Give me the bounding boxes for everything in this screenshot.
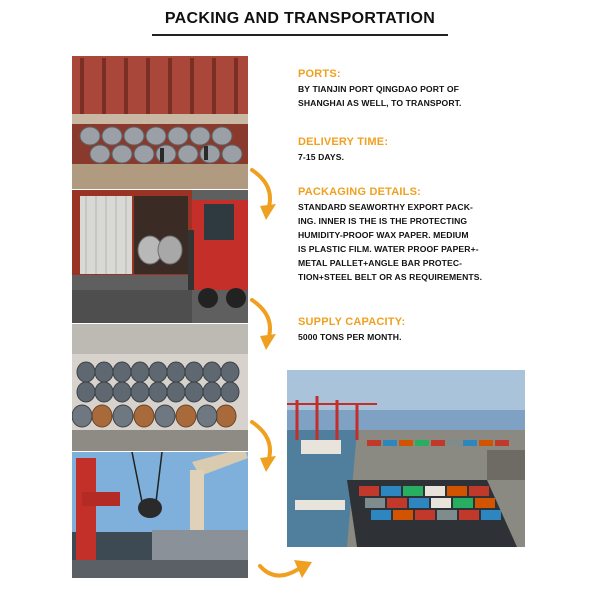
- photo-crane-loading: [72, 452, 248, 578]
- supply-text: 5000 TONS PER MONTH.: [298, 332, 402, 342]
- page-title: PACKING AND TRANSPORTATION: [164, 10, 436, 27]
- ports-section: [298, 68, 548, 110]
- curved-arrow-icon: [256, 546, 314, 586]
- ports-text: BY TIANJIN PORT QINGDAO PORT OF SHANGHAI AS WELL, TO TRANSPORT.: [298, 84, 462, 108]
- ports-heading: PORTS:: [298, 68, 341, 80]
- supply-heading: SUPPLY CAPACITY:: [298, 316, 406, 328]
- supply-section: [298, 316, 548, 344]
- packaging-text: STANDARD SEAWORTHY EXPORT PACK- ING. INNER IS THE IS THE PROTECTING HUMIDITY-PROOF WAX PAPER. MEDIUM IS PLASTIC FILM. WATER PROOF PAPER+- METAL PALLET+ANGLE BAR PROTEC- TION+STEEL BELT OR AS REQUIREMENTS.: [298, 202, 483, 282]
- photo-forklift-container: [72, 190, 248, 323]
- photo-stacked-coils: [72, 324, 248, 451]
- delivery-text: 7-15 DAYS.: [298, 152, 345, 162]
- photo-container-port: [287, 370, 525, 547]
- packaging-heading: PACKAGING DETAILS:: [298, 186, 421, 198]
- delivery-section: [298, 136, 548, 164]
- curved-arrow-icon: [246, 166, 282, 222]
- curved-arrow-icon: [246, 418, 282, 474]
- curved-arrow-icon: [246, 296, 282, 352]
- title-underline: [152, 34, 448, 36]
- packaging-section: [298, 186, 548, 284]
- photo-ship-hold-coils: [72, 56, 248, 189]
- delivery-heading: DELIVERY TIME:: [298, 136, 389, 148]
